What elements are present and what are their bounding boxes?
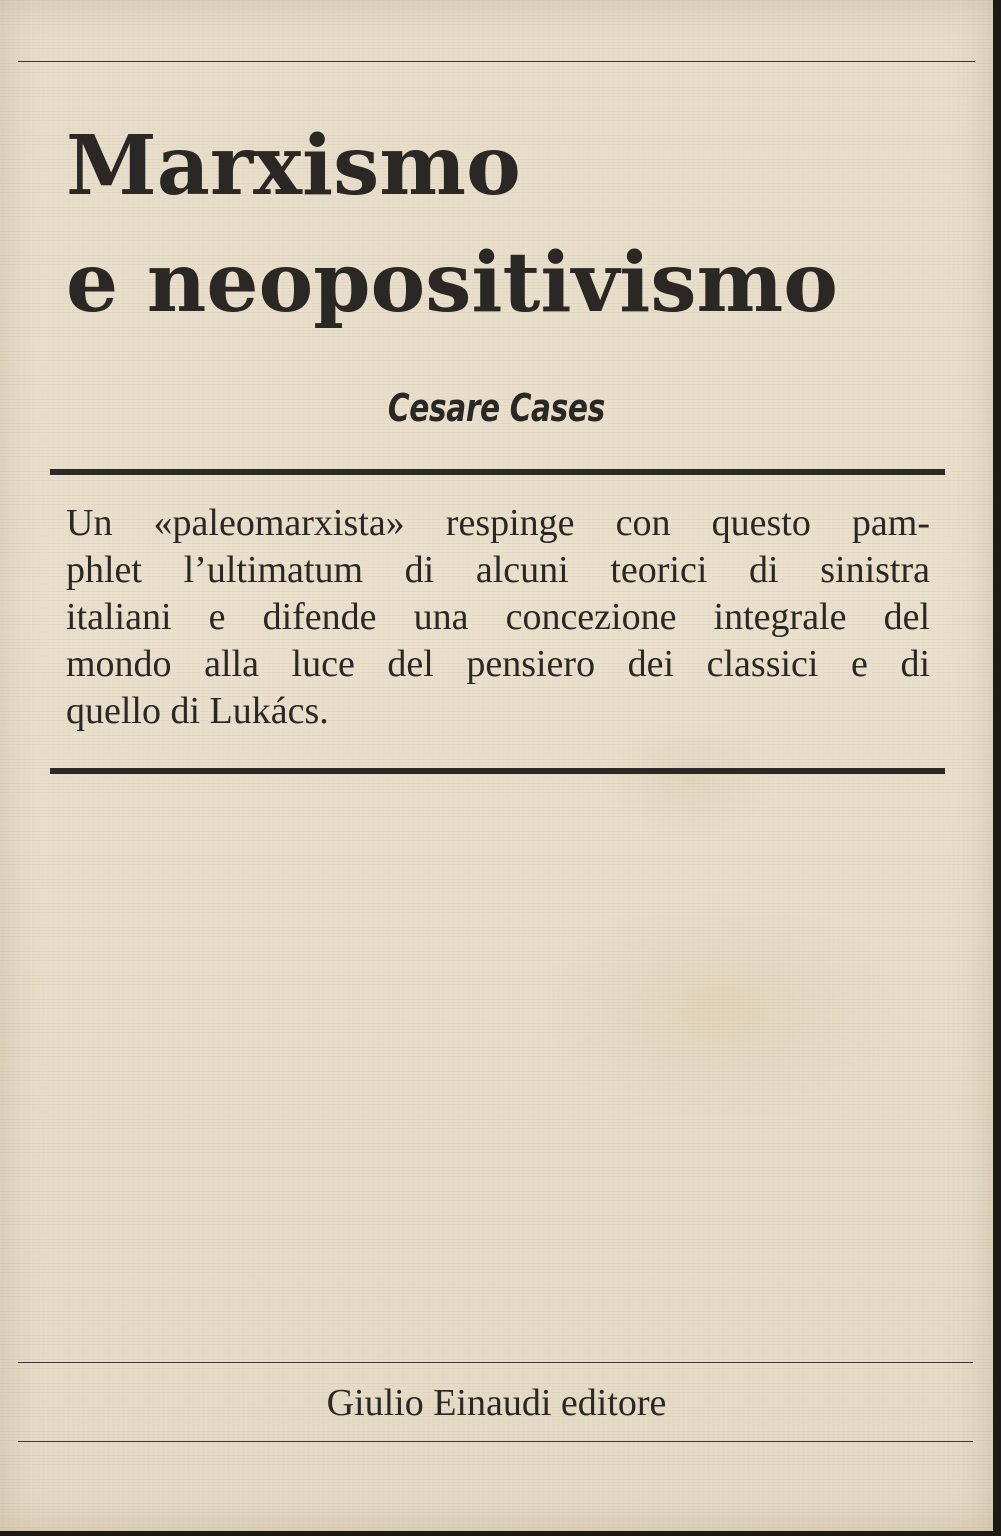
- publisher-name: Giulio Einaudi editore: [326, 1382, 667, 1424]
- blurb-line: italiani e difende una concezione integrale del: [66, 596, 930, 638]
- upper-thick-rule: [50, 469, 945, 475]
- publisher-top-rule: [18, 1362, 973, 1363]
- blurb-line: Un «paleomarxista» respinge con questo pam-: [66, 502, 930, 544]
- blurb-text: [66, 500, 930, 735]
- blurb-line: quello di Lukács.: [66, 690, 329, 732]
- lower-thick-rule: [50, 768, 945, 774]
- blurb-line: mondo alla luce del pensiero dei classici e di: [66, 643, 930, 685]
- publisher-bottom-rule: [18, 1441, 973, 1442]
- title-line-1: Marxismo: [66, 118, 521, 214]
- top-rule: [18, 61, 975, 62]
- author-name: Cesare Cases: [387, 386, 605, 430]
- blurb-line: phlet l’ultimatum di alcuni teorici di sinistra: [66, 549, 930, 591]
- title-line-2: e neopositivismo: [66, 235, 838, 331]
